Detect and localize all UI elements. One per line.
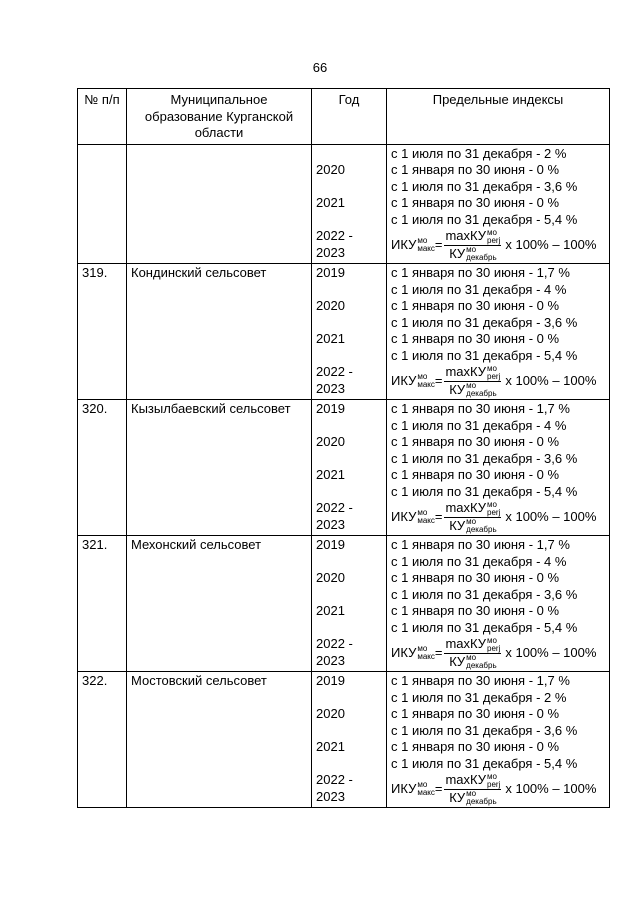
formula-lhs-sup: мо — [417, 372, 428, 381]
formula-denominator — [449, 654, 496, 671]
formula-den-sub: декабрь — [466, 253, 497, 263]
row-years — [312, 144, 387, 264]
index-line: с 1 января по 30 июня - 0 % — [391, 331, 560, 346]
page-number: 66 — [312, 60, 328, 75]
formula-den-indices — [466, 518, 496, 534]
index-line: с 1 июля по 31 декабря - 3,6 % — [391, 314, 578, 330]
index-line: с 1 июля по 31 декабря - 3,6 % — [391, 586, 578, 602]
index-line: с 1 июля по 31 декабря - 5,4 % — [391, 755, 578, 771]
year-line: 2019 — [316, 265, 345, 280]
year-line: 2019 — [316, 673, 345, 688]
formula-numerator — [444, 228, 501, 246]
formula-lhs-sub: макс — [417, 788, 435, 797]
formula-num-indices — [487, 773, 500, 789]
formula-lhs-indices — [417, 781, 435, 797]
index-line: с 1 января по 30 июня - 1,7 % — [391, 401, 570, 416]
index-line: с 1 июля по 31 декабря - 2 % — [391, 145, 567, 161]
formula-den-sup: мо — [466, 653, 477, 663]
index-line: с 1 января по 30 июня - 0 % — [391, 162, 560, 177]
index-line: с 1 июля по 31 декабря - 4 % — [391, 553, 567, 569]
year-line — [316, 146, 382, 163]
formula-num-sup: мо — [487, 227, 497, 237]
formula-lhs-indices — [417, 373, 435, 389]
table-row — [78, 536, 610, 672]
index-line: с 1 января по 30 июня - 1,7 % — [391, 265, 570, 280]
formula — [391, 636, 605, 670]
year-line: 2021 — [316, 603, 345, 618]
year-line: 2021 — [316, 195, 345, 210]
year-line: 2022 - — [316, 228, 353, 243]
year-line — [316, 620, 382, 637]
formula-fraction — [444, 228, 501, 262]
index-line: с 1 января по 30 июня - 0 % — [391, 467, 560, 482]
formula-den-text: КУ — [449, 381, 466, 397]
formula-denominator — [449, 382, 496, 399]
formula-den-sup: мо — [466, 789, 477, 799]
year-line: 2020 — [316, 298, 345, 313]
year-line: 2021 — [316, 739, 345, 754]
row-number: 322. — [78, 672, 127, 808]
formula-numerator — [444, 636, 501, 654]
header-municipality: Муниципальное образование Курганской области — [127, 89, 312, 145]
year-line — [316, 484, 382, 501]
formula-fraction — [444, 364, 501, 398]
year-line: 2023 — [316, 380, 345, 396]
year-line: 2023 — [316, 652, 345, 668]
formula-den-text: КУ — [449, 245, 466, 261]
index-line: с 1 января по 30 июня - 1,7 % — [391, 673, 570, 688]
year-line: 2019 — [316, 401, 345, 416]
table-row — [78, 264, 610, 400]
formula-num-sub: perj — [487, 779, 501, 789]
formula-equals: = — [434, 644, 443, 660]
formula-equals: = — [434, 372, 443, 388]
formula-num-sup: мо — [487, 363, 497, 373]
formula-num-text: maxКУ — [445, 363, 487, 379]
index-line: с 1 июля по 31 декабря - 5,4 % — [391, 347, 578, 363]
formula-lhs-sub: макс — [417, 516, 435, 525]
formula-den-sup: мо — [466, 517, 477, 527]
index-line: с 1 января по 30 июня - 0 % — [391, 706, 560, 721]
formula-den-sub: декабрь — [466, 525, 497, 535]
formula-num-indices — [487, 501, 500, 517]
formula-den-indices — [466, 790, 496, 806]
formula-fraction — [444, 500, 501, 534]
formula-equals: = — [434, 780, 443, 796]
year-line: 2020 — [316, 434, 345, 449]
formula-den-text: КУ — [449, 517, 466, 533]
formula-lhs: ИКУ — [391, 644, 417, 660]
formula — [391, 500, 605, 534]
formula-tail: x 100% – 100% — [505, 372, 597, 388]
index-line: с 1 января по 30 июня - 0 % — [391, 298, 560, 313]
year-line — [316, 348, 382, 365]
table-row — [78, 400, 610, 536]
row-number — [78, 144, 127, 264]
row-years — [312, 672, 387, 808]
formula-num-indices — [487, 365, 500, 381]
formula-den-indices — [466, 654, 496, 670]
header-year: Год — [312, 89, 387, 145]
row-years — [312, 264, 387, 400]
year-line: 2022 - — [316, 364, 353, 379]
row-years — [312, 400, 387, 536]
header-number: № п/п — [78, 89, 127, 145]
year-line: 2022 - — [316, 772, 353, 787]
row-years — [312, 536, 387, 672]
year-line: 2020 — [316, 162, 345, 177]
municipality-name: Кызылбаевский сельсовет — [127, 400, 312, 536]
formula-lhs-indices — [417, 509, 435, 525]
index-line: с 1 июля по 31 декабря - 3,6 % — [391, 722, 578, 738]
row-indices — [387, 536, 610, 672]
year-line — [316, 451, 382, 468]
index-line: с 1 января по 30 июня - 0 % — [391, 195, 560, 210]
index-line: с 1 июля по 31 декабря - 4 % — [391, 281, 567, 297]
index-line: с 1 июля по 31 декабря - 5,4 % — [391, 211, 578, 227]
year-line — [316, 723, 382, 740]
formula-fraction — [444, 636, 501, 670]
formula-numerator — [444, 500, 501, 518]
table-row — [78, 144, 610, 264]
formula-lhs: ИКУ — [391, 508, 417, 524]
row-indices — [387, 672, 610, 808]
index-line: с 1 июля по 31 декабря - 2 % — [391, 689, 567, 705]
index-line: с 1 января по 30 июня - 0 % — [391, 570, 560, 585]
formula-lhs-sub: макс — [417, 380, 435, 389]
year-line — [316, 554, 382, 571]
formula-den-sup: мо — [466, 381, 477, 391]
formula-fraction — [444, 772, 501, 806]
formula-lhs: ИКУ — [391, 236, 417, 252]
formula-num-text: maxКУ — [445, 635, 487, 651]
year-line: 2019 — [316, 537, 345, 552]
formula-den-sub: декабрь — [466, 389, 497, 399]
formula-num-sub: perj — [487, 371, 501, 381]
index-line: с 1 января по 30 июня - 0 % — [391, 434, 560, 449]
formula — [391, 228, 605, 262]
formula-den-indices — [466, 382, 496, 398]
formula-num-sup: мо — [487, 635, 497, 645]
year-line: 2022 - — [316, 636, 353, 651]
year-line: 2022 - — [316, 500, 353, 515]
row-indices — [387, 144, 610, 264]
formula-lhs-sub: макс — [417, 652, 435, 661]
formula-num-text: maxКУ — [445, 227, 487, 243]
formula-tail: x 100% – 100% — [505, 236, 597, 252]
year-line — [316, 587, 382, 604]
year-line: 2021 — [316, 467, 345, 482]
formula-lhs-indices — [417, 645, 435, 661]
formula-lhs-sup: мо — [417, 780, 428, 789]
formula-lhs-sup: мо — [417, 508, 428, 517]
year-line: 2023 — [316, 788, 345, 804]
year-line: 2023 — [316, 244, 345, 260]
header-indices: Предельные индексы — [387, 89, 610, 145]
index-line: с 1 июля по 31 декабря - 5,4 % — [391, 619, 578, 635]
year-line — [316, 756, 382, 773]
formula-lhs-sub: макс — [417, 244, 435, 253]
formula-den-sup: мо — [466, 245, 477, 255]
formula-denominator — [449, 790, 496, 807]
formula-numerator — [444, 772, 501, 790]
formula-lhs: ИКУ — [391, 780, 417, 796]
row-number: 321. — [78, 536, 127, 672]
formula-num-sub: perj — [487, 643, 501, 653]
formula-equals: = — [434, 236, 443, 252]
year-line: 2021 — [316, 331, 345, 346]
municipality-name: Мостовский сельсовет — [127, 672, 312, 808]
formula-denominator — [449, 246, 496, 263]
formula-numerator — [444, 364, 501, 382]
formula-denominator — [449, 518, 496, 535]
municipality-name: Кондинский сельсовет — [127, 264, 312, 400]
formula-num-text: maxКУ — [445, 771, 487, 787]
formula-lhs: ИКУ — [391, 372, 417, 388]
formula-num-sup: мо — [487, 499, 497, 509]
year-line: 2020 — [316, 570, 345, 585]
year-line — [316, 690, 382, 707]
year-line — [316, 315, 382, 332]
index-line: с 1 июля по 31 декабря - 3,6 % — [391, 178, 578, 194]
formula-lhs-sup: мо — [417, 644, 428, 653]
year-line: 2020 — [316, 706, 345, 721]
municipality-name — [127, 144, 312, 264]
formula-equals: = — [434, 508, 443, 524]
formula-lhs-indices — [417, 237, 435, 253]
formula-tail: x 100% – 100% — [505, 644, 597, 660]
row-indices — [387, 400, 610, 536]
table-header-row — [78, 89, 610, 145]
limit-index-table — [77, 88, 610, 808]
index-line: с 1 июля по 31 декабря - 3,6 % — [391, 450, 578, 466]
index-line: с 1 июля по 31 декабря - 4 % — [391, 417, 567, 433]
index-line: с 1 января по 30 июня - 0 % — [391, 739, 560, 754]
index-line: с 1 июля по 31 декабря - 5,4 % — [391, 483, 578, 499]
index-line: с 1 января по 30 июня - 0 % — [391, 603, 560, 618]
formula-den-sub: декабрь — [466, 661, 497, 671]
formula-num-sub: perj — [487, 507, 501, 517]
formula-num-indices — [487, 229, 500, 245]
row-number: 319. — [78, 264, 127, 400]
municipality-name: Мехонский сельсовет — [127, 536, 312, 672]
year-line: 2023 — [316, 516, 345, 532]
formula-lhs-sup: мо — [417, 236, 428, 245]
formula-tail: x 100% – 100% — [505, 508, 597, 524]
formula-num-sub: perj — [487, 235, 501, 245]
year-line — [316, 212, 382, 229]
year-line — [316, 179, 382, 196]
formula — [391, 772, 605, 806]
row-indices — [387, 264, 610, 400]
table-row — [78, 672, 610, 808]
formula-num-sup: мо — [487, 771, 497, 781]
formula-den-indices — [466, 246, 496, 262]
formula-num-text: maxКУ — [445, 499, 487, 515]
year-line — [316, 418, 382, 435]
formula-den-text: КУ — [449, 789, 466, 805]
formula-num-indices — [487, 637, 500, 653]
formula — [391, 364, 605, 398]
formula-den-text: КУ — [449, 653, 466, 669]
formula-den-sub: декабрь — [466, 797, 497, 807]
formula-tail: x 100% – 100% — [505, 780, 597, 796]
row-number: 320. — [78, 400, 127, 536]
year-line — [316, 282, 382, 299]
index-line: с 1 января по 30 июня - 1,7 % — [391, 537, 570, 552]
